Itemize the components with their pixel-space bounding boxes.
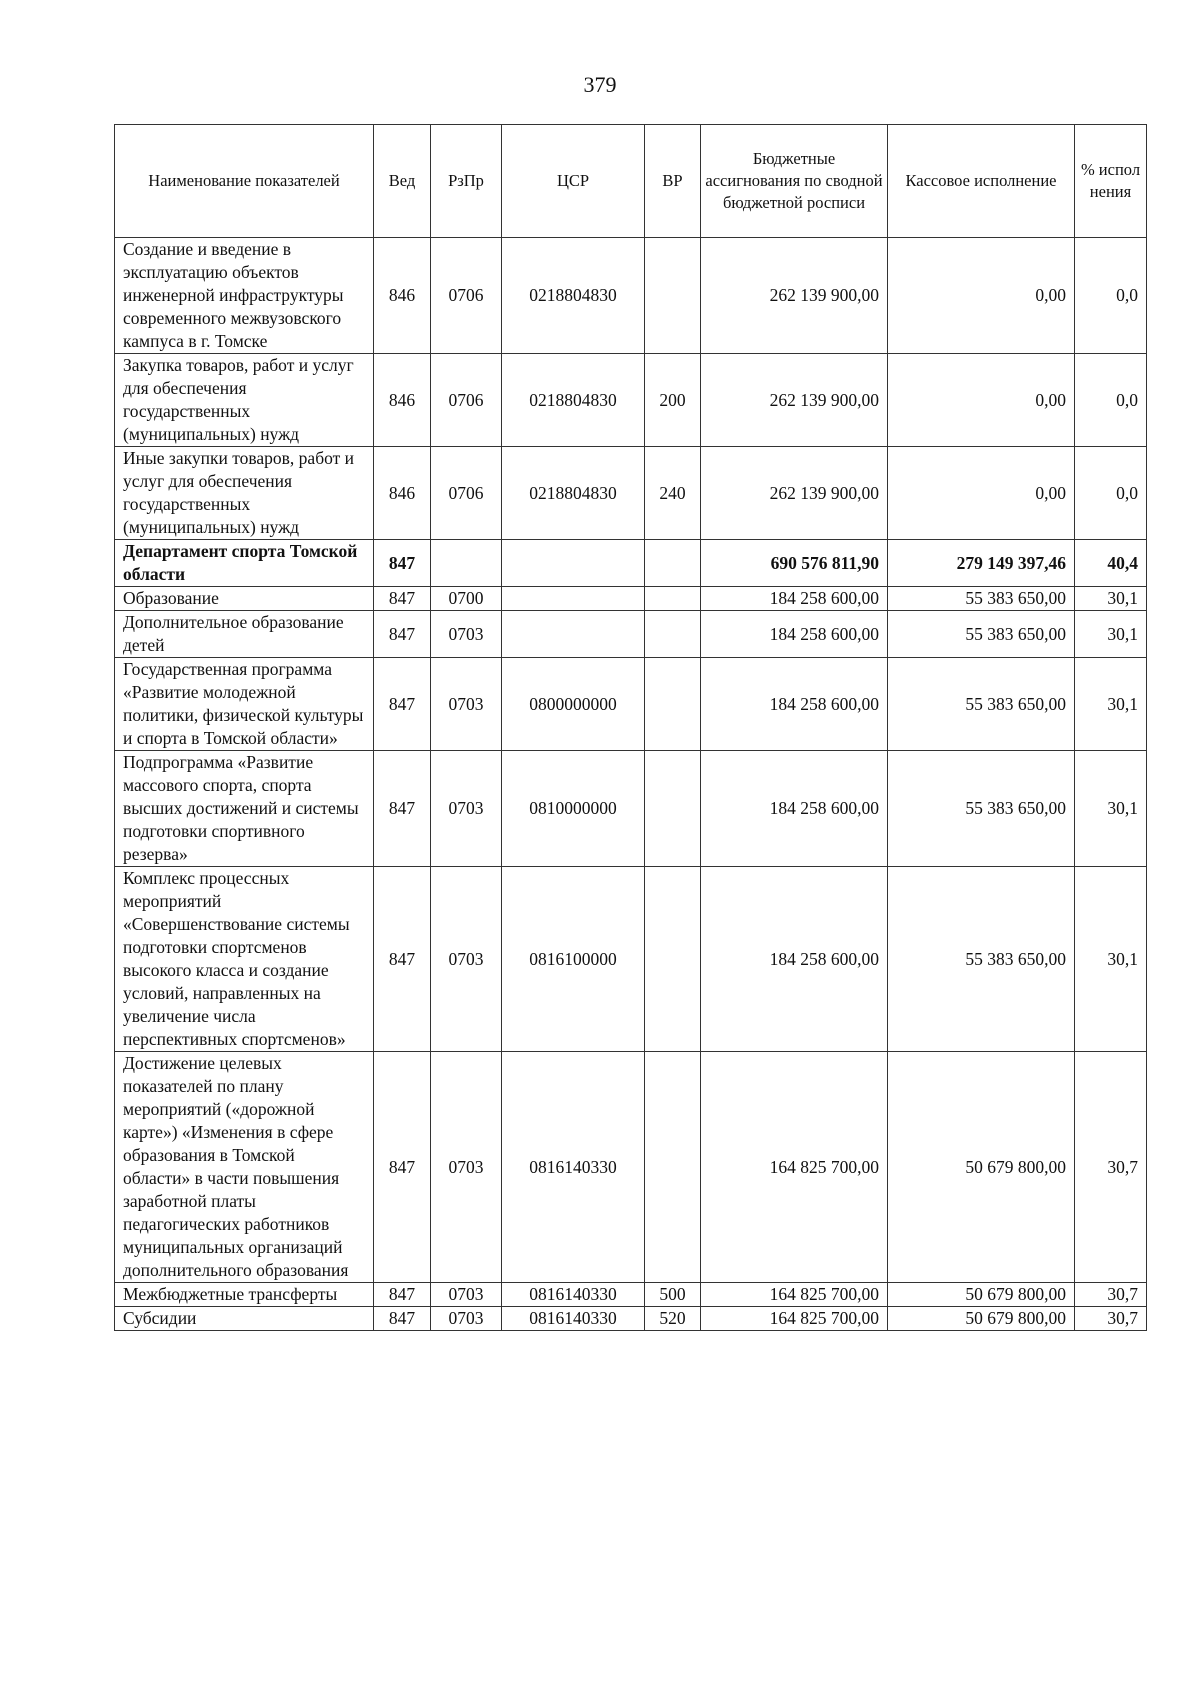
header-vr: ВР [645, 125, 701, 238]
header-ved: Вед [374, 125, 431, 238]
cell-budget: 164 825 700,00 [701, 1052, 888, 1283]
header-pct: % испол нения [1075, 125, 1147, 238]
cell-budget: 690 576 811,90 [701, 540, 888, 587]
cell-budget: 262 139 900,00 [701, 354, 888, 447]
header-name: Наименование показателей [115, 125, 374, 238]
cell-csr: 0218804830 [502, 238, 645, 354]
cell-name: Образование [115, 587, 374, 611]
cell-csr: 0816140330 [502, 1283, 645, 1307]
cell-pct: 30,7 [1075, 1052, 1147, 1283]
cell-name: Дополнительное образование детей [115, 611, 374, 658]
cell-rzpr: 0703 [431, 1307, 502, 1331]
cell-vr [645, 751, 701, 867]
budget-execution-table [114, 124, 1147, 1331]
cell-ved: 847 [374, 1283, 431, 1307]
cell-ved: 847 [374, 751, 431, 867]
cell-budget: 262 139 900,00 [701, 447, 888, 540]
cell-ved: 846 [374, 354, 431, 447]
cell-rzpr: 0706 [431, 447, 502, 540]
cell-name: Субсидии [115, 1307, 374, 1331]
table-body [115, 238, 1147, 1331]
cell-csr: 0816100000 [502, 867, 645, 1052]
cell-cash: 55 383 650,00 [888, 751, 1075, 867]
cell-ved: 847 [374, 611, 431, 658]
cell-cash: 55 383 650,00 [888, 587, 1075, 611]
cell-name: Государственная программа «Развитие молодежной политики, физической культуры и спорта в Томской области» [115, 658, 374, 751]
cell-budget: 184 258 600,00 [701, 751, 888, 867]
cell-pct: 30,7 [1075, 1283, 1147, 1307]
table-header-row [115, 125, 1147, 238]
cell-rzpr: 0703 [431, 867, 502, 1052]
cell-name: Создание и введение в эксплуатацию объектов инженерной инфраструктуры современного межвузовского кампуса в г. Томске [115, 238, 374, 354]
cell-vr [645, 867, 701, 1052]
cell-vr: 500 [645, 1283, 701, 1307]
header-budget: Бюджетные ассигнования по сводной бюджетной росписи [701, 125, 888, 238]
cell-csr [502, 587, 645, 611]
cell-rzpr: 0703 [431, 1052, 502, 1283]
cell-csr: 0816140330 [502, 1052, 645, 1283]
cell-rzpr: 0703 [431, 658, 502, 751]
cell-vr [645, 587, 701, 611]
cell-csr: 0800000000 [502, 658, 645, 751]
table-row [115, 587, 1147, 611]
cell-cash: 279 149 397,46 [888, 540, 1075, 587]
table-row [115, 1052, 1147, 1283]
table-row [115, 447, 1147, 540]
cell-csr: 0218804830 [502, 354, 645, 447]
cell-rzpr: 0703 [431, 751, 502, 867]
cell-pct: 0,0 [1075, 238, 1147, 354]
cell-cash: 50 679 800,00 [888, 1052, 1075, 1283]
header-csr: ЦСР [502, 125, 645, 238]
cell-name: Межбюджетные трансферты [115, 1283, 374, 1307]
cell-rzpr: 0703 [431, 611, 502, 658]
cell-vr: 520 [645, 1307, 701, 1331]
cell-rzpr [431, 540, 502, 587]
cell-pct: 30,1 [1075, 867, 1147, 1052]
cell-rzpr: 0703 [431, 1283, 502, 1307]
cell-pct: 30,1 [1075, 751, 1147, 867]
cell-ved: 847 [374, 540, 431, 587]
cell-name: Подпрограмма «Развитие массового спорта, спорта высших достижений и системы подготовки спортивного резерва» [115, 751, 374, 867]
cell-pct: 0,0 [1075, 447, 1147, 540]
cell-name: Иные закупки товаров, работ и услуг для обеспечения государственных (муниципальных) нужд [115, 447, 374, 540]
cell-budget: 184 258 600,00 [701, 587, 888, 611]
cell-csr [502, 540, 645, 587]
cell-ved: 847 [374, 658, 431, 751]
cell-name: Закупка товаров, работ и услуг для обеспечения государственных (муниципальных) нужд [115, 354, 374, 447]
cell-pct: 30,1 [1075, 587, 1147, 611]
cell-vr [645, 611, 701, 658]
cell-ved: 847 [374, 1307, 431, 1331]
header-rzpr: РзПр [431, 125, 502, 238]
header-cash: Кассовое исполнение [888, 125, 1075, 238]
cell-csr: 0218804830 [502, 447, 645, 540]
cell-cash: 50 679 800,00 [888, 1307, 1075, 1331]
cell-pct: 30,1 [1075, 611, 1147, 658]
cell-name: Комплекс процессных мероприятий «Совершенствование системы подготовки спортсменов высокого класса и создание условий, направленных на увеличение числа перспективных спортсменов» [115, 867, 374, 1052]
cell-vr [645, 540, 701, 587]
cell-ved: 847 [374, 1052, 431, 1283]
table-row [115, 658, 1147, 751]
cell-cash: 0,00 [888, 238, 1075, 354]
cell-budget: 164 825 700,00 [701, 1307, 888, 1331]
cell-csr: 0816140330 [502, 1307, 645, 1331]
table-row [115, 867, 1147, 1052]
table-row [115, 1307, 1147, 1331]
cell-rzpr: 0706 [431, 238, 502, 354]
table-row [115, 238, 1147, 354]
cell-name: Достижение целевых показателей по плану мероприятий («дорожной карте») «Изменения в сфере образования в Томской области» в части повышения заработной платы педагогических работников муниципальных организаций дополнительного образования [115, 1052, 374, 1283]
page-number: 379 [583, 72, 617, 97]
cell-vr [645, 238, 701, 354]
cell-pct: 40,4 [1075, 540, 1147, 587]
cell-rzpr: 0706 [431, 354, 502, 447]
cell-name: Департамент спорта Томской области [115, 540, 374, 587]
cell-ved: 846 [374, 238, 431, 354]
cell-budget: 184 258 600,00 [701, 658, 888, 751]
cell-vr: 240 [645, 447, 701, 540]
cell-vr: 200 [645, 354, 701, 447]
table-row [115, 751, 1147, 867]
cell-cash: 55 383 650,00 [888, 611, 1075, 658]
cell-csr: 0810000000 [502, 751, 645, 867]
cell-rzpr: 0700 [431, 587, 502, 611]
cell-csr [502, 611, 645, 658]
table-row [115, 1283, 1147, 1307]
cell-cash: 0,00 [888, 354, 1075, 447]
cell-pct: 30,7 [1075, 1307, 1147, 1331]
cell-cash: 50 679 800,00 [888, 1283, 1075, 1307]
cell-pct: 30,1 [1075, 658, 1147, 751]
table-row [115, 540, 1147, 587]
cell-budget: 164 825 700,00 [701, 1283, 888, 1307]
cell-vr [645, 1052, 701, 1283]
cell-cash: 0,00 [888, 447, 1075, 540]
cell-ved: 847 [374, 587, 431, 611]
cell-ved: 847 [374, 867, 431, 1052]
cell-vr [645, 658, 701, 751]
cell-cash: 55 383 650,00 [888, 658, 1075, 751]
cell-cash: 55 383 650,00 [888, 867, 1075, 1052]
cell-pct: 0,0 [1075, 354, 1147, 447]
table-row [115, 611, 1147, 658]
cell-ved: 846 [374, 447, 431, 540]
cell-budget: 262 139 900,00 [701, 238, 888, 354]
table-row [115, 354, 1147, 447]
cell-budget: 184 258 600,00 [701, 867, 888, 1052]
cell-budget: 184 258 600,00 [701, 611, 888, 658]
